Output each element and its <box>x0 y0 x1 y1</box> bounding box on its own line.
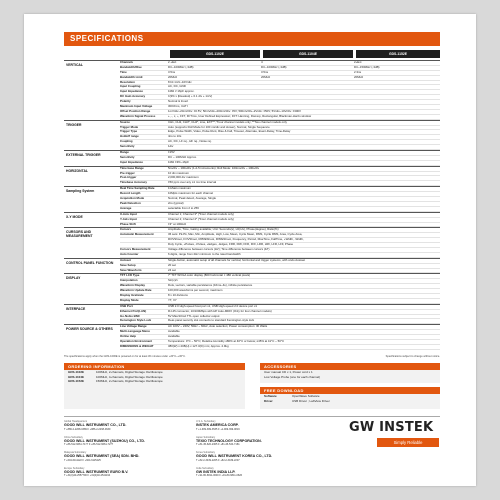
spec-row-value: ±(3% x |Readout| + 0.1 div + 1mV) <box>168 95 213 99</box>
office-type: Korea Subsidiary <box>196 451 216 454</box>
spec-section <box>64 273 440 303</box>
spec-row-label: Phase Shift <box>120 222 136 226</box>
office-name: GOOD WILL INSTRUMENT CO., LTD. <box>64 423 127 428</box>
office-entry <box>64 451 184 462</box>
spec-row-model-value: 3.5ns <box>168 70 176 74</box>
spec-row-label: Range <box>120 151 129 155</box>
spec-row-model-value: 20MHz <box>261 75 271 79</box>
spec-row-value: ROVShoot, FOVShoot, RPREShoot, FPREShoot, Frequency, Period, RiseTime, FallTime, +Width, -Width, <box>168 238 304 242</box>
spec-row-label: Operation Environment <box>120 339 153 343</box>
spec-row-label: Pre-trigger <box>120 171 135 175</box>
spec-row-label: Input Impedance <box>120 90 143 94</box>
office-line: T +604-6111122 F +604-6115225 <box>64 458 101 462</box>
spec-row-label: Time <box>120 70 127 74</box>
footer-divider <box>64 416 440 417</box>
spec-row-label: Sensitivity <box>120 145 135 149</box>
spec-row-model-value: 2.3ns <box>354 70 362 74</box>
spec-row-label: Trigger Mode <box>120 125 139 129</box>
spec-row-value: selectable from 2 to 256 <box>168 206 199 210</box>
accessory-line: Low Voltage Probe (one for each channel) <box>264 374 321 379</box>
spec-notes <box>64 355 440 359</box>
spec-row-value: 24 set <box>168 268 176 272</box>
accessory-line: User manual CD x 1, Power cord x 1 <box>264 370 313 374</box>
spec-row-value: YT, XY <box>168 298 177 302</box>
spec-row-model-value: DC~100MHz (-3dB) <box>261 65 287 69</box>
spec-row-label: Bandwidth Limit <box>120 75 143 79</box>
spec-row-label: Interpolation <box>120 279 138 283</box>
office-type: Japan Subsidiary <box>196 435 216 439</box>
spec-row-value: Voltage difference between cursors (ΔV); Time difference between cursors (ΔT) <box>168 247 270 251</box>
spec-section-title: EXTERNAL TRIGGER <box>66 153 101 158</box>
spec-section <box>64 120 440 150</box>
spec-row-value: Rear-panel security slot connects to standard Kensington-style lock <box>168 319 255 323</box>
gw-instek-logo <box>349 421 444 435</box>
spec-row-label: Autoset <box>120 258 131 262</box>
spec-row-value: Available <box>168 330 180 334</box>
spec-row-value: Channel 2; Channel 4* (*Four channel models only) <box>168 217 235 221</box>
spec-row-value: DC ~ 100MHz Approx. <box>168 155 197 159</box>
office-entry <box>196 451 316 462</box>
logo-wordmark: GW INSTEK <box>349 420 434 435</box>
office-type: Malaysia Subsidiary <box>64 451 87 454</box>
order-description: 100MHz, 2-channels, Digital Storage Oscilloscope <box>96 370 163 374</box>
order-model: GDS-1102E <box>68 370 85 374</box>
spec-row-label: Display Mode <box>120 298 139 302</box>
spec-row-value: 2ns (typical) <box>168 201 184 205</box>
spec-row-label: Coupling <box>120 140 133 144</box>
spec-note-disclaimer: Specifications subject to change without notice. <box>385 355 440 358</box>
spec-row-value: Single-button, automatic setup of all channels for vertical, horizontal and trigger systems, with undo Autoset <box>168 258 306 262</box>
download-item <box>260 399 440 404</box>
spec-section-title: Sampling System <box>66 189 95 194</box>
spec-row-label: Input Coupling <box>120 85 141 89</box>
spec-row-label: Automatic Measurement <box>120 233 154 237</box>
office-name: TEXIO TECHNOLOGY CORPORATION. <box>196 438 262 443</box>
download-kind: Driver <box>264 398 273 403</box>
spec-section-title: CONTROL PANEL FUNCTION <box>66 260 114 265</box>
spec-row-label: Online Help <box>120 335 137 339</box>
spec-row-label: Real Time Sampling Rate <box>120 187 155 191</box>
spec-row-value: AC, DC, LF rej., HF rej., Noise rej. <box>168 140 212 144</box>
spec-row-value: 8 x 10 divisions <box>168 293 188 297</box>
spec-section-title: INTERFACE <box>66 306 86 311</box>
spec-row-label: Auto Counter <box>120 252 139 256</box>
spec-row-label: Ethernet Port(LAN) <box>120 309 147 313</box>
spec-row-label: Trigger Type <box>120 130 138 134</box>
office-entry <box>64 420 184 431</box>
ordering-information-title: ORDERING INFORMATION <box>64 363 245 370</box>
model-header-3: GDS-1152E <box>356 50 440 58</box>
spec-sheet-page <box>24 14 476 486</box>
spec-row-label: Waveform Update Rate <box>120 289 152 293</box>
spec-row-value: Sin(x)/x <box>168 279 178 283</box>
spec-row-value: RJ-45 connector, 10/100Mbps with HP Auto-MDIX (Only for four channel models) <box>168 309 272 313</box>
spec-row-label: Timebase Accuracy <box>120 181 147 185</box>
office-line: T +91-80-6811-0600 F +91-80-6811-0626 <box>196 474 243 478</box>
spec-section-title: X-Y MODE <box>66 214 83 219</box>
spec-section <box>64 227 440 257</box>
accessories-box <box>260 363 440 383</box>
spec-row-value: 1GSa/s maximum <box>168 187 191 191</box>
office-name: INSTEK AMERICA CORP. <box>196 423 239 428</box>
spec-row-label: Average <box>120 206 132 210</box>
spec-row-value: Normal & Invert <box>168 100 189 104</box>
specifications-table <box>64 60 440 350</box>
ordering-information-box <box>64 363 245 409</box>
spec-row-value: ±3° at 100kHz <box>168 222 187 226</box>
spec-section-title: DISPLAY <box>66 276 81 281</box>
spec-note-conditions: The specifications apply when the GDS-1000E is powered on for at least 30 minutes under +20°C~+30°C. <box>64 355 186 358</box>
office-line: T +86-512-6661-7177 F +86-512-6661-7277 <box>64 443 114 447</box>
spec-row-value: Available <box>168 335 180 339</box>
spec-row-value: Auto (supports Roll Mode for 100 ms/div and slower), Normal, Single Sequence <box>168 125 270 129</box>
spec-row-label: Waveform Signal Process <box>120 114 156 118</box>
spec-row-value: 6 digits, range from 2Hz minimum to the rated bandwidth <box>168 252 241 256</box>
office-entry <box>196 436 316 447</box>
model-header-1: GDS-1102E <box>170 50 260 58</box>
spec-row-value: 5ns/div ~ 100s/div (1-2-5 increments); Roll Mode: 100ms/div ~ 100s/div <box>168 166 260 170</box>
accessories-title: ACCESSORIES <box>260 363 440 370</box>
order-description: 150MHz, 2-channels, Digital Storage Oscilloscope <box>96 379 163 384</box>
spec-row-label: Display Graticule <box>120 293 144 297</box>
spec-row-value: ±50 ppm over any ≥1 ms time interval <box>168 181 217 185</box>
spec-row-value: 7" TFT WVGA color display (800 horizontal × 480 vertical pixels) <box>168 274 251 278</box>
spec-row-label: Cursors <box>120 228 132 232</box>
download-value: OpenWave Software <box>292 394 320 398</box>
spec-row-value: 380(W) x 208(H) x 127.3(D) mm; Approx. 2.9kg <box>168 344 229 348</box>
spec-row-value: 1div <box>168 145 174 149</box>
order-model: GDS-1152E <box>68 379 85 384</box>
spec-row-label: Multi-Language Menu <box>120 330 150 334</box>
spec-row-value: 100,000 waveforms per second, maximum <box>168 289 223 293</box>
spec-row-value: Temperature: 0°C ~ 50°C; Relative Humidity ≤80% at 40°C or below; ≤45% at 41°C ~ 50°C <box>168 339 285 343</box>
spec-row-value: ±15V <box>168 151 175 155</box>
spec-row-label: Post-trigger <box>120 176 137 180</box>
spec-row-label: Polarity <box>120 100 131 104</box>
spec-row-label: Holdoff range <box>120 135 139 139</box>
spec-row-label: Channels <box>120 61 134 64</box>
spec-section <box>64 60 440 120</box>
spec-row <box>120 345 440 350</box>
office-line: T +1-909-399-3535 F +1-909-399-0819 <box>196 427 240 431</box>
spec-section <box>64 212 440 228</box>
spec-row-value: Channel 1; Channel 3* (*Four channel models only) <box>168 212 235 216</box>
spec-row-label: Maximum Input Voltage <box>120 105 153 109</box>
spec-row-label: Acquisition Mode <box>120 197 145 201</box>
spec-section <box>64 324 440 349</box>
order-item <box>64 379 245 384</box>
spec-row-label: Peak Detection <box>120 201 141 205</box>
spec-row-value: 1mV/div~20mV/div: ±0.5V; 50mV/div~200mV/div: ±5V; 500mV/div~2V/div: ±50V; 5V/div~10V/div: ±300V <box>168 109 301 113</box>
spec-row-label: USB Port <box>120 304 133 308</box>
spec-row-model-value: 2+Ext <box>354 61 362 64</box>
spec-row-model-value: 20MHz <box>354 75 364 79</box>
spec-section-title: VERTICAL <box>66 63 83 67</box>
spec-row-value: 20 set <box>168 263 176 267</box>
spec-row-label: Time base Range <box>120 166 144 170</box>
spec-row-label: Y-Axis Input <box>120 217 137 221</box>
spec-row-value: 1MΩ // 16pF approx. <box>168 90 195 94</box>
download-value: USB Driver ; LabView Driver <box>292 398 330 403</box>
spec-row-label: Source <box>120 120 130 124</box>
spec-row-model-value: 20MHz <box>168 75 178 79</box>
office-type: India Subsidiary <box>196 466 214 470</box>
office-type: U.S.A. Subsidiary <box>196 420 216 423</box>
spec-row-value: 4ns to 10s <box>168 135 182 139</box>
spec-row-value: 300Vrms, CAT I <box>168 105 189 109</box>
office-entry <box>64 467 184 478</box>
spec-row-model-value: 2 +Ext <box>168 61 177 64</box>
office-line: T +81-45-620-2305 F +81-45-534-7181 <box>196 443 240 447</box>
spec-section-title: POWER SOURCE & OTHERS <box>66 327 113 332</box>
specifications-banner: SPECIFICATIONS <box>64 32 440 46</box>
spec-row-label: Line Voltage Range <box>120 325 147 329</box>
spec-row-label: Cursors Measurement <box>120 247 151 251</box>
spec-row-value: Normal, Peak detect, Average, Single <box>168 197 216 201</box>
spec-row-value: 8 bit 1mV~10V/div <box>168 80 192 84</box>
office-name: GW INSTEK INDIA LLP. <box>196 469 236 474</box>
office-entry <box>196 467 316 478</box>
office-name: GOOD WILL INSTRUMENT KOREA CO., LTD. <box>196 454 273 459</box>
spec-row-label: Record Length <box>120 192 141 196</box>
order-model: GDS-1104E <box>68 374 85 379</box>
office-name: GOOD WILL INSTRUMENT EURO B.V. <box>64 469 129 474</box>
spec-row-label: Resolution <box>120 80 135 84</box>
spec-row-value: USB 2.0 High-speed host port x1, USB High-speed 2.0 device port x1 <box>168 304 258 308</box>
office-type: Global Headquarters <box>64 420 88 423</box>
spec-row-model-value: DC~150MHz (-3dB) <box>354 65 380 69</box>
spec-row-model-value: DC~100MHz (-3dB) <box>168 65 194 69</box>
spec-row-value: Dots, vectors, variable persistence (16ms~4s), infinite persistence <box>168 284 253 288</box>
spec-section-title: HORIZONTAL <box>66 168 88 173</box>
spec-row-value: 10Mpts maximum for each channel <box>168 192 213 196</box>
spec-row-value: 10 div maximum <box>168 171 190 175</box>
spec-row-value: AC 100V ~ 240V, 50Hz ~ 60Hz, Auto selection; Power consumption: 30 Watts <box>168 325 268 329</box>
office-type: China Subsidiary <box>64 435 83 439</box>
office-line: T +886-2-2268-0389 F +886-2-2268-0639 <box>64 427 111 431</box>
order-description: 100MHz, 4-channels, Digital Storage Oscilloscope <box>96 374 163 379</box>
spec-row-value: 5V Max/10mA TTL open collector output <box>168 314 220 318</box>
office-entry <box>196 420 316 431</box>
spec-row-label: TFT LCD Type <box>120 274 140 278</box>
spec-section-title: CURSORS AND MEASUREMENT <box>66 230 93 239</box>
spec-row-label: Input Impedance <box>120 160 143 164</box>
free-download-title: FREE DOWNLOAD <box>260 387 440 394</box>
spec-row-value: AC, DC, GND <box>168 85 186 89</box>
spec-row-value: Duty Cycle, +Pulses, -Pulses, +Edges, -Edges, FRR, FRF, FFR, FFF, LRR, LRF, LFR, LFF, Phase <box>168 243 294 247</box>
spec-row-value: 2,000,000 div maximum <box>168 176 199 180</box>
spec-row-label: Kensington Style Lock <box>120 319 152 323</box>
office-entry <box>64 436 184 447</box>
spec-row-label: Offset Position Range <box>120 109 151 113</box>
free-download-box <box>260 387 440 409</box>
spec-row-label: Save Waveform <box>120 268 142 272</box>
office-type: Europe Subsidiary <box>64 466 85 470</box>
spec-section <box>64 304 440 325</box>
model-header-2: GDS-1104E <box>263 50 353 58</box>
spec-row-value: Amplitude, Time, Gating available; Unit: Seconds(s), Hz(1/s), Phase(degree), Ratio(%) <box>168 228 279 232</box>
office-line: T +82-2-3439-2205 F +82-2-3439-2207 <box>196 458 240 462</box>
spec-section <box>64 186 440 211</box>
spec-row-label: Bandwidth/Rise <box>120 65 142 69</box>
office-line: T +31(0)40-2557790 F +31(0)40-2541194 <box>64 474 111 478</box>
spec-row-label: X-Axis Input <box>120 212 137 216</box>
spec-section <box>64 166 440 187</box>
spec-row-value: 1MΩ ±3%~16pF <box>168 160 190 164</box>
office-name: GOOD WILL INSTRUMENT (SUZHOU) CO., LTD. <box>64 438 145 443</box>
brand-tagline: Simply Reliable <box>377 438 439 447</box>
spec-row-label: Waveform Display <box>120 284 145 288</box>
spec-row-label: DIMENSIONS & WEIGHT <box>120 344 154 348</box>
spec-section <box>64 258 440 274</box>
spec-row-value: CH1, CH2, CH3*, CH4*, Line, EXT**; *Four channel models only; **Two channel models only <box>168 120 287 124</box>
spec-row-value: Edge, Pulse Width, Video, Pulse Runt, Rise & Fall, Timeout, Alternate, Event-Delay, Time-Delay <box>168 130 291 134</box>
spec-section-title: TRIGGER <box>66 122 82 127</box>
spec-row-model-value: 4 <box>261 61 263 64</box>
spec-row-model-value: 3.5ns <box>261 70 269 74</box>
office-name: GOOD WILL INSTRUMENT (SEA) SDN. BHD. <box>64 454 140 459</box>
spec-section <box>64 150 440 166</box>
spec-row-value: +, -, x, ÷, FFT, FFTrms, User Defined Expression; FFT: Hanning, Flat-top, Rectangular, Blackman-Harris window <box>168 114 312 118</box>
download-kind: Software <box>264 394 277 398</box>
spec-row-label: DC Gain Accuracy <box>120 95 146 99</box>
spec-row-value: 36 sets: Pk-Pk, Max, Min, Amplitude, High, Low, Mean, Cycle Mean, RMS, Cycle RMS, Area, Cycle Area, <box>168 233 303 237</box>
spec-row-label: Save Setup <box>120 263 136 267</box>
spec-row-label: Go-NoGo BNC <box>120 314 140 318</box>
spec-row-label: Sensitivity <box>120 155 135 159</box>
